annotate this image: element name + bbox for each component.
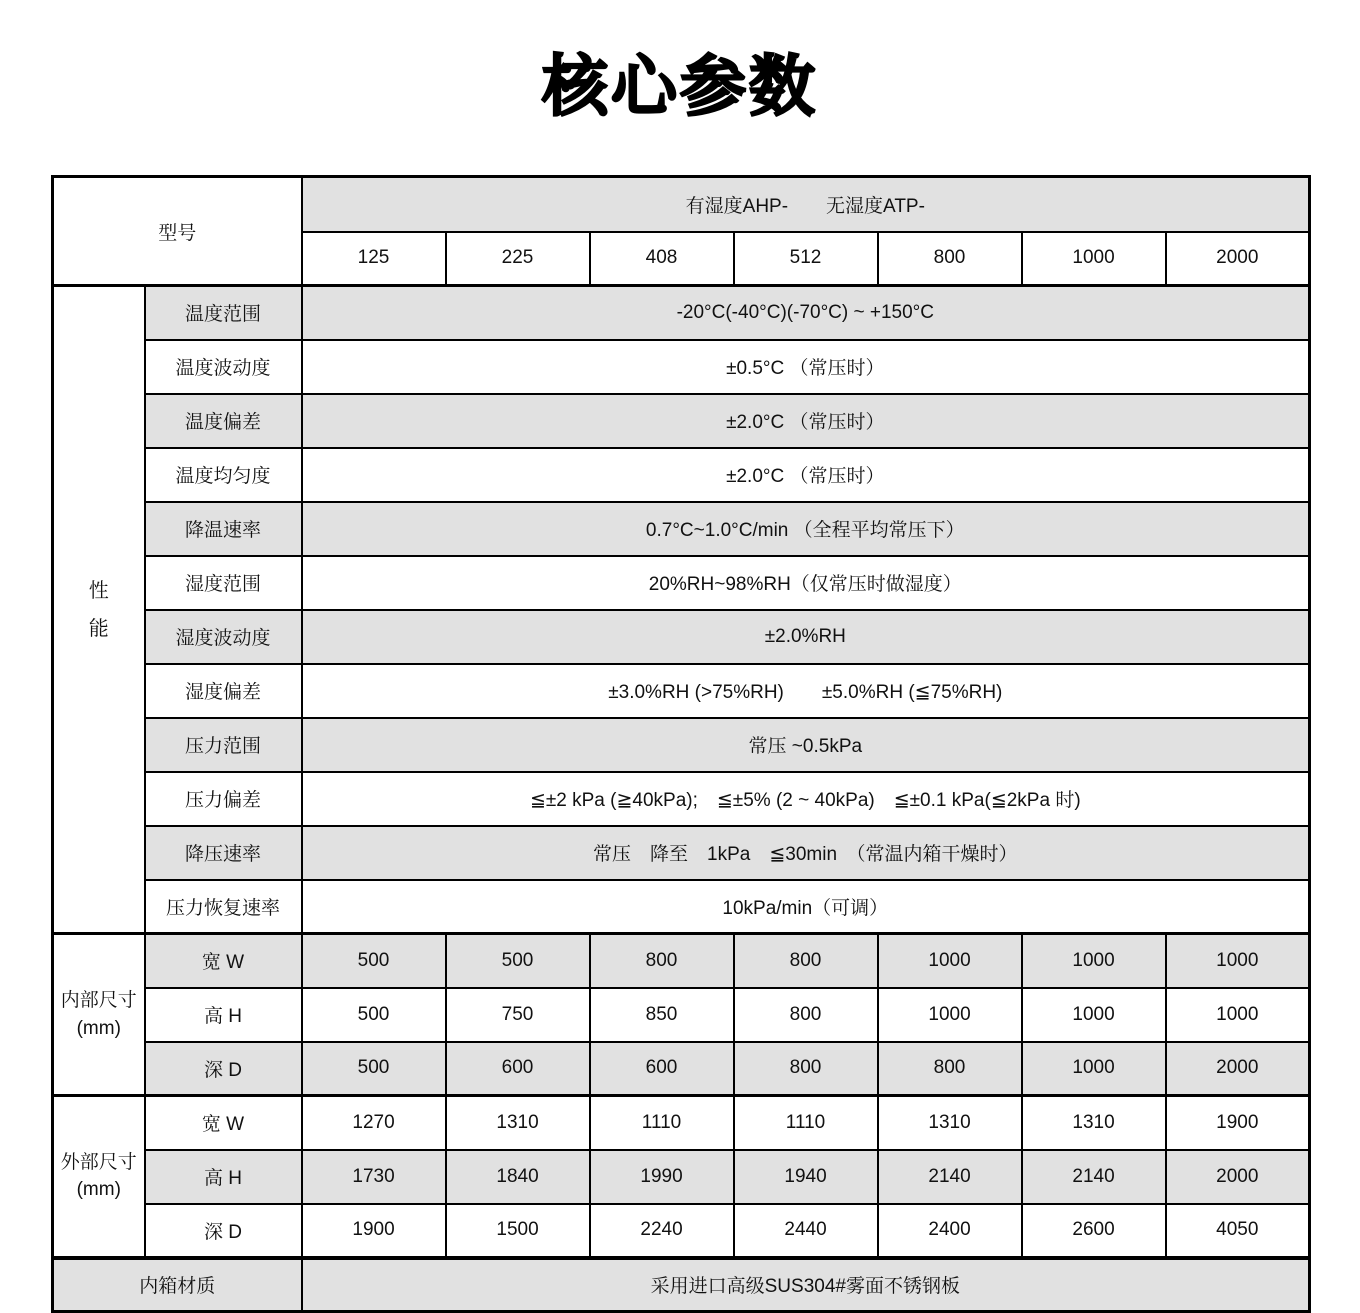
model-cell: 2000 xyxy=(1166,232,1310,286)
table-row xyxy=(53,286,1310,340)
table-row xyxy=(53,1258,1310,1312)
row-label: 温度范围 xyxy=(145,286,302,340)
dim-cell: 800 xyxy=(734,988,878,1042)
row-value: -20°C(-40°C)(-70°C) ~ +150°C xyxy=(302,286,1310,340)
performance-section-label: 性能 xyxy=(53,286,145,934)
dim-cell: 1940 xyxy=(734,1150,878,1204)
row-value: ±2.0°C （常压时） xyxy=(302,448,1310,502)
row-label: 温度均匀度 xyxy=(145,448,302,502)
table-row xyxy=(53,1042,1310,1096)
dim-cell: 2400 xyxy=(878,1204,1022,1258)
dim-cell: 4050 xyxy=(1166,1204,1310,1258)
row-value: 0.7°C~1.0°C/min （全程平均常压下） xyxy=(302,502,1310,556)
dim-cell: 1730 xyxy=(302,1150,446,1204)
dim-cell: 1310 xyxy=(1022,1096,1166,1150)
row-label: 温度偏差 xyxy=(145,394,302,448)
model-cell: 512 xyxy=(734,232,878,286)
row-value: ±0.5°C （常压时） xyxy=(302,340,1310,394)
row-label: 深 D xyxy=(145,1042,302,1096)
dim-cell: 800 xyxy=(590,934,734,988)
dim-cell: 750 xyxy=(446,988,590,1042)
dim-cell: 800 xyxy=(734,934,878,988)
dim-cell: 1840 xyxy=(446,1150,590,1204)
row-label: 高 H xyxy=(145,988,302,1042)
dim-cell: 500 xyxy=(302,934,446,988)
dim-cell: 1000 xyxy=(1022,1042,1166,1096)
model-cell: 125 xyxy=(302,232,446,286)
dim-cell: 600 xyxy=(446,1042,590,1096)
dim-cell: 1500 xyxy=(446,1204,590,1258)
external-dimensions-label: 外部尺寸(mm) xyxy=(53,1096,145,1258)
row-value: ≦±2 kPa (≧40kPa); ≦±5% (2 ~ 40kPa) ≦±0.1 kPa(≦2kPa 时) xyxy=(302,772,1310,826)
row-label: 温度波动度 xyxy=(145,340,302,394)
row-label: 高 H xyxy=(145,1150,302,1204)
table-row xyxy=(53,664,1310,718)
row-label: 降压速率 xyxy=(145,826,302,880)
table-row xyxy=(53,826,1310,880)
row-label: 宽 W xyxy=(145,934,302,988)
table-row xyxy=(53,394,1310,448)
dim-cell: 2440 xyxy=(734,1204,878,1258)
table-row xyxy=(53,1150,1310,1204)
row-value: 常压 降至 1kPa ≦30min （常温内箱干燥时） xyxy=(302,826,1310,880)
dim-cell: 2140 xyxy=(878,1150,1022,1204)
dim-cell: 1270 xyxy=(302,1096,446,1150)
dim-cell: 1000 xyxy=(878,988,1022,1042)
row-value: ±2.0%RH xyxy=(302,610,1310,664)
row-label: 深 D xyxy=(145,1204,302,1258)
model-cell: 408 xyxy=(590,232,734,286)
model-cell: 800 xyxy=(878,232,1022,286)
table-row xyxy=(53,934,1310,988)
spec-table xyxy=(51,175,1311,1313)
dim-cell: 1110 xyxy=(734,1096,878,1150)
row-label: 湿度波动度 xyxy=(145,610,302,664)
series-header-cell: 有湿度AHP- 无湿度ATP- xyxy=(302,177,1310,232)
model-label-cell: 型号 xyxy=(53,177,302,286)
dim-cell: 1000 xyxy=(1166,988,1310,1042)
table-row xyxy=(53,718,1310,772)
dim-cell: 500 xyxy=(302,988,446,1042)
row-label: 压力偏差 xyxy=(145,772,302,826)
dim-cell: 1110 xyxy=(590,1096,734,1150)
dim-cell: 500 xyxy=(302,1042,446,1096)
table-row xyxy=(53,502,1310,556)
row-value: 20%RH~98%RH（仅常压时做湿度） xyxy=(302,556,1310,610)
dim-cell: 850 xyxy=(590,988,734,1042)
dim-cell: 2240 xyxy=(590,1204,734,1258)
row-value: ±3.0%RH (>75%RH) ±5.0%RH (≦75%RH) xyxy=(302,664,1310,718)
dim-cell: 1000 xyxy=(1022,934,1166,988)
row-value: 常压 ~0.5kPa xyxy=(302,718,1310,772)
model-cell: 225 xyxy=(446,232,590,286)
dim-cell: 1990 xyxy=(590,1150,734,1204)
dim-cell: 1310 xyxy=(878,1096,1022,1150)
table-row xyxy=(53,448,1310,502)
dim-cell: 2140 xyxy=(1022,1150,1166,1204)
table-row xyxy=(53,1204,1310,1258)
dim-cell: 600 xyxy=(590,1042,734,1096)
dim-cell: 1900 xyxy=(1166,1096,1310,1150)
row-label: 湿度偏差 xyxy=(145,664,302,718)
dim-cell: 2000 xyxy=(1166,1150,1310,1204)
dim-cell: 2600 xyxy=(1022,1204,1166,1258)
row-label: 压力范围 xyxy=(145,718,302,772)
dim-cell: 500 xyxy=(446,934,590,988)
header-row-series xyxy=(53,177,1310,232)
dim-cell: 1310 xyxy=(446,1096,590,1150)
dim-cell: 1000 xyxy=(878,934,1022,988)
table-row xyxy=(53,988,1310,1042)
row-label: 宽 W xyxy=(145,1096,302,1150)
model-cell: 1000 xyxy=(1022,232,1166,286)
dim-cell: 800 xyxy=(878,1042,1022,1096)
table-row xyxy=(53,1096,1310,1150)
table-row xyxy=(53,340,1310,394)
table-row xyxy=(53,556,1310,610)
dim-cell: 1000 xyxy=(1166,934,1310,988)
dim-cell: 2000 xyxy=(1166,1042,1310,1096)
dim-cell: 1000 xyxy=(1022,988,1166,1042)
material-value: 采用进口高级SUS304#雾面不锈钢板 xyxy=(302,1258,1310,1312)
table-row xyxy=(53,772,1310,826)
row-label: 降温速率 xyxy=(145,502,302,556)
row-value: 10kPa/min（可调） xyxy=(302,880,1310,934)
internal-dimensions-label: 内部尺寸(mm) xyxy=(53,934,145,1096)
row-label: 压力恢复速率 xyxy=(145,880,302,934)
dim-cell: 800 xyxy=(734,1042,878,1096)
dim-cell: 1900 xyxy=(302,1204,446,1258)
row-value: ±2.0°C （常压时） xyxy=(302,394,1310,448)
table-row xyxy=(53,610,1310,664)
material-label: 内箱材质 xyxy=(53,1258,302,1312)
row-label: 湿度范围 xyxy=(145,556,302,610)
page-title: 核心参数 xyxy=(542,49,818,123)
table-row xyxy=(53,880,1310,934)
